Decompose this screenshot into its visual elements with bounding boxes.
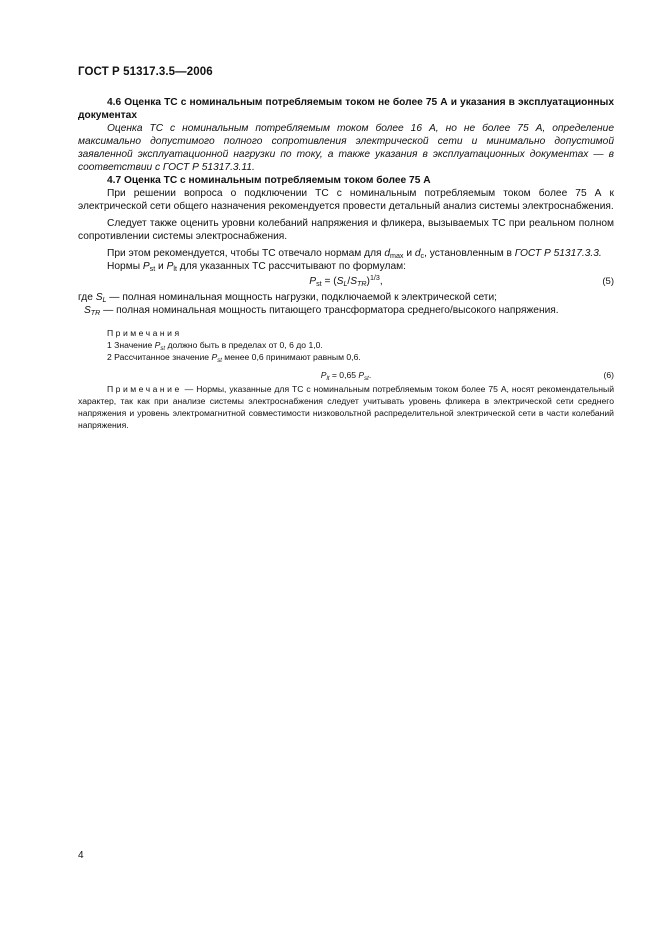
pst-symbol: P [142, 261, 150, 272]
f5-sl-sub: L [343, 280, 348, 288]
f5-lhs: P [309, 276, 317, 287]
pst-subscript: st [149, 265, 156, 273]
def-sl-symbol: S [95, 292, 103, 303]
final-note-text: — Нормы, указанные для ТС с номинальным потребляемым током более 75 А, носят рекомендательный характер, так как при анализе системы электроснабжения следует учитывать уровень фликера в электрической сети среднего напряжения и уровень электромагнитной совместимости низковольтной распределительной электрической сети в части колебаний напряжения. [78, 384, 614, 430]
def-sl-sub: L [102, 296, 107, 304]
def-str-symbol: S [84, 305, 91, 316]
formula-5-expression [78, 275, 614, 288]
def-str-text: — полная номинальная мощность питающего трансформатора среднего/высокого напряжения. [100, 305, 559, 316]
note-1-p: P [154, 340, 161, 350]
def-str-sub: TR [90, 309, 101, 317]
section-4-7-paragraph-1: При решении вопроса о подключении ТС с номинальным потребляемым током более 75 А к электрической сети общего назначения рекомендуется провести детальный анализ системы электроснабжения. [78, 188, 614, 212]
f6-eq: = 0,65 [329, 370, 359, 380]
document-body [78, 96, 614, 431]
p3-and: и [403, 248, 415, 259]
p4-text-a: Нормы [107, 261, 143, 272]
f6-lhs: P [320, 370, 327, 380]
formula-6-expression [78, 369, 614, 382]
f6-rhs-sub: st [364, 376, 369, 382]
f6-lhs-sub: lt [326, 376, 330, 382]
formula-6-number: (6) [603, 370, 614, 380]
gost-reference: ГОСТ Р 51317.3.3. [514, 248, 602, 259]
f5-sl: S [336, 276, 344, 287]
p4-and: и [155, 261, 167, 272]
def-where: где [78, 292, 96, 303]
plt-symbol: P [166, 261, 174, 272]
notes-title: Примечания [107, 328, 182, 338]
note-1-b: должно быть в пределах от 0, 6 до 1,0. [165, 340, 323, 350]
definition-sl [78, 291, 614, 304]
definition-str [78, 304, 614, 317]
section-4-7-heading: 4.7 Оценка ТС с номинальным потребляемым током более 75 А [107, 175, 431, 186]
note-1-sub: st [160, 346, 166, 352]
document-id-header: ГОСТ Р 51317.3.5—2006 [78, 66, 213, 78]
formula-5 [78, 275, 614, 291]
f5-slash: / [347, 276, 351, 287]
f5-lhs-sub: st [316, 280, 322, 288]
section-4-6-text: Оценка ТС с номинальным потребляемым током более 16 А, но не более 75 А, определение максимально допустимого полного сопротивления электрической сети и минимально допустимой заявленной эксплуатационной нагрузки по току, а также указания в эксплуатационных документах — в соответствии с ГОСТ Р 51317.3.11. [78, 123, 614, 173]
note-2-b: менее 0,6 принимают равным 0,6. [221, 352, 361, 362]
final-note [78, 383, 614, 431]
f5-eq: = ( [321, 276, 337, 287]
def-sl-text: — полная номинальная мощность нагрузки, подключаемой к электрической сети; [106, 292, 497, 303]
dc-symbol: d [414, 248, 421, 259]
section-4-7-paragraph-4 [78, 260, 614, 273]
f6-end: . [368, 370, 372, 380]
p3-text-b: , установленным в [424, 248, 515, 259]
p3-text-a: При этом рекомендуется, чтобы ТС отвечало нормам для [107, 248, 385, 259]
final-note-label: Примечание [107, 384, 182, 394]
formula-5-number: (5) [602, 276, 614, 287]
p4-text-b: для указанных ТС рассчитывают по формулам: [176, 261, 406, 272]
section-4-6-heading: 4.6 Оценка ТС с номинальным потребляемым током не более 75 А и указания в эксплуатационных документах [78, 97, 614, 121]
f5-close: ) [366, 276, 370, 287]
note-2-sub: st [217, 358, 222, 364]
dc-subscript: c [420, 252, 425, 260]
f5-exponent: 1/3 [369, 274, 380, 282]
plt-subscript: lt [173, 265, 177, 273]
page-number: 4 [78, 850, 84, 861]
note-2 [107, 351, 614, 363]
notes-block [78, 327, 614, 363]
note-2-a: 2 Рассчитанное значение [107, 352, 212, 362]
note-1-a: 1 Значение [107, 340, 155, 350]
f5-str: S [350, 276, 358, 287]
note-2-p: P [211, 352, 218, 362]
note-1 [107, 339, 614, 351]
f6-rhs: P [358, 370, 365, 380]
section-4-7-paragraph-2: Следует также оценить уровни колебаний напряжения и фликера, вызываемых ТС при реальном полном сопротивлении системы электроснабжения. [78, 218, 614, 242]
formula-6 [78, 369, 614, 383]
dmax-subscript: max [390, 252, 404, 260]
f5-end: , [379, 276, 383, 287]
dmax-symbol: d [384, 248, 391, 259]
f5-str-sub: TR [357, 280, 367, 288]
section-4-7-paragraph-3 [78, 247, 614, 260]
